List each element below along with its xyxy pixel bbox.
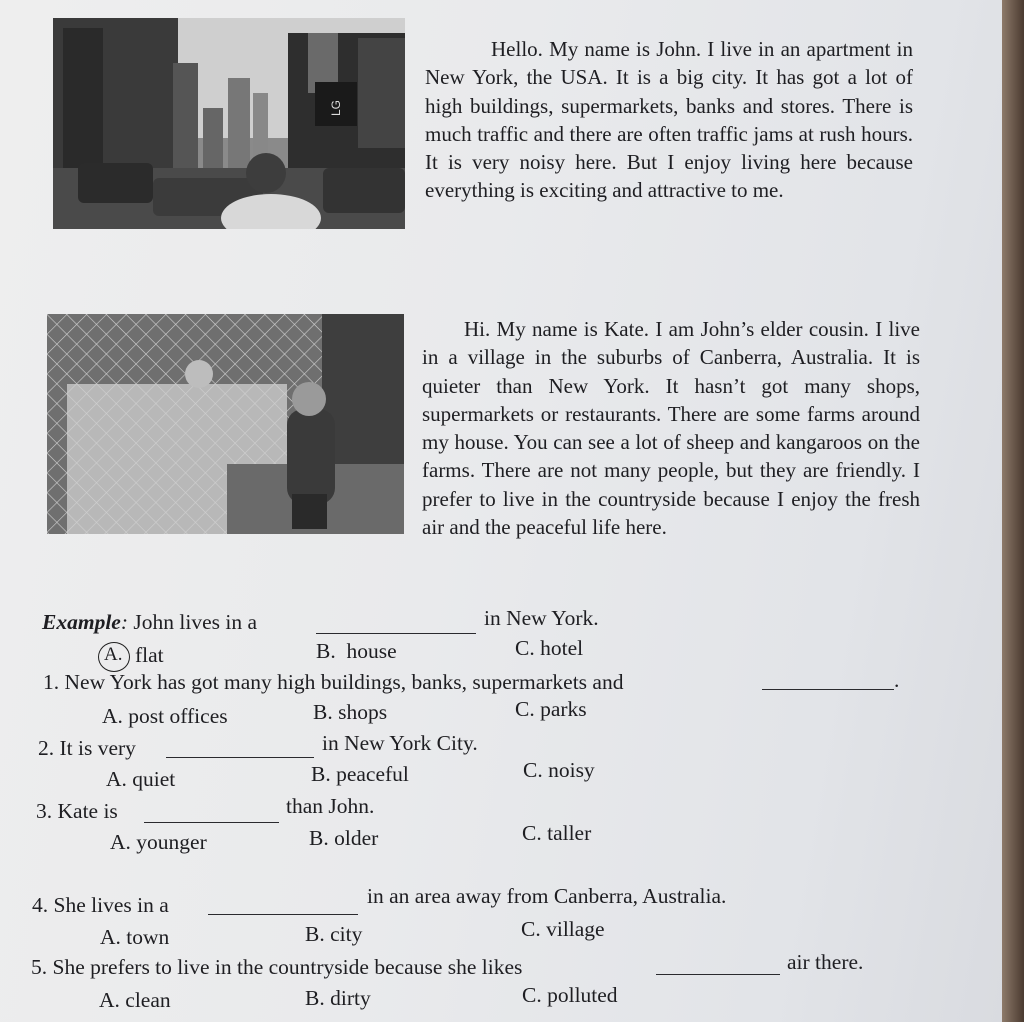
question-1-option-b: B. shops: [313, 700, 388, 724]
countryside-photo: [47, 314, 404, 534]
example-stem-after: in New York.: [484, 606, 599, 630]
example-option-c: C. hotel: [515, 636, 584, 660]
question-4-stem: 4. She lives in a: [32, 893, 169, 917]
question-5-blank: [656, 974, 780, 975]
passage-john: Hello. My name is John. I live in an apartment in New York, the USA. It is a big city. It has got a lot of high buildings, supermarkets, banks and stores. There is much traffic and there are often traffic jams at rush hours. It is very noisy here. But I enjoy living here because everything is exciting and attractive to me.: [425, 37, 913, 203]
question-1-stem: 1. New York has got many high buildings, banks, supermarkets and: [43, 670, 624, 694]
example-option-a-letter: A.: [104, 644, 123, 665]
new-york-photo: [53, 18, 405, 229]
question-5-option-b: B. dirty: [305, 986, 371, 1010]
question-5-end: air there.: [787, 950, 864, 974]
question-1-option-a: A. post offices: [102, 704, 228, 728]
question-2-end: in New York City.: [322, 731, 478, 755]
question-4-blank: [208, 914, 358, 915]
question-1-end: .: [894, 668, 900, 692]
lg-sign: LG: [329, 99, 343, 117]
passage-kate: Hi. My name is Kate. I am John’s elder cousin. I live in a village in the suburbs of Canberra, Australia. It is quieter than New York. It hasn’t got many shops, supermarkets or restaurants. There are some farms around my house. You can see a lot of sheep and kangaroos on the farms. There are not many people, but they are friendly. I prefer to live in the countryside because I enjoy the fresh air and the peaceful life here.: [422, 317, 920, 540]
question-5-option-a: A. clean: [99, 988, 171, 1012]
question-4-end: in an area away from Canberra, Australia.: [367, 884, 727, 908]
example-option-b: B. house: [316, 639, 397, 663]
question-2-option-b: B. peaceful: [311, 762, 409, 786]
question-2-option-a: A. quiet: [106, 767, 176, 791]
question-2-stem: 2. It is very: [38, 736, 136, 760]
example-label: Example: [42, 610, 121, 634]
question-3-stem: 3. Kate is: [36, 799, 118, 823]
question-3-option-c: C. taller: [522, 821, 592, 845]
question-1-option-c: C. parks: [515, 697, 587, 721]
question-5-stem: 5. She prefers to live in the countryside because she likes: [31, 955, 523, 979]
question-5-option-c: C. polluted: [522, 983, 618, 1007]
question-2-option-c: C. noisy: [523, 758, 595, 782]
question-3-option-a: A. younger: [110, 830, 207, 854]
question-2-blank: [166, 757, 314, 758]
example-option-a: flat: [135, 643, 164, 667]
question-3-end: than John.: [286, 794, 375, 818]
question-3-blank: [144, 822, 279, 823]
question-4-option-c: C. village: [521, 917, 605, 941]
question-4-option-a: A. town: [100, 925, 170, 949]
example-blank: [316, 633, 476, 634]
question-3-option-b: B. older: [309, 826, 379, 850]
example-stem: Example: John lives in a: [42, 610, 258, 634]
example-stem-before: John lives in a: [133, 610, 258, 634]
question-1-blank: [762, 689, 894, 690]
page-edge-background: [1002, 0, 1024, 1022]
question-4-option-b: B. city: [305, 922, 363, 946]
